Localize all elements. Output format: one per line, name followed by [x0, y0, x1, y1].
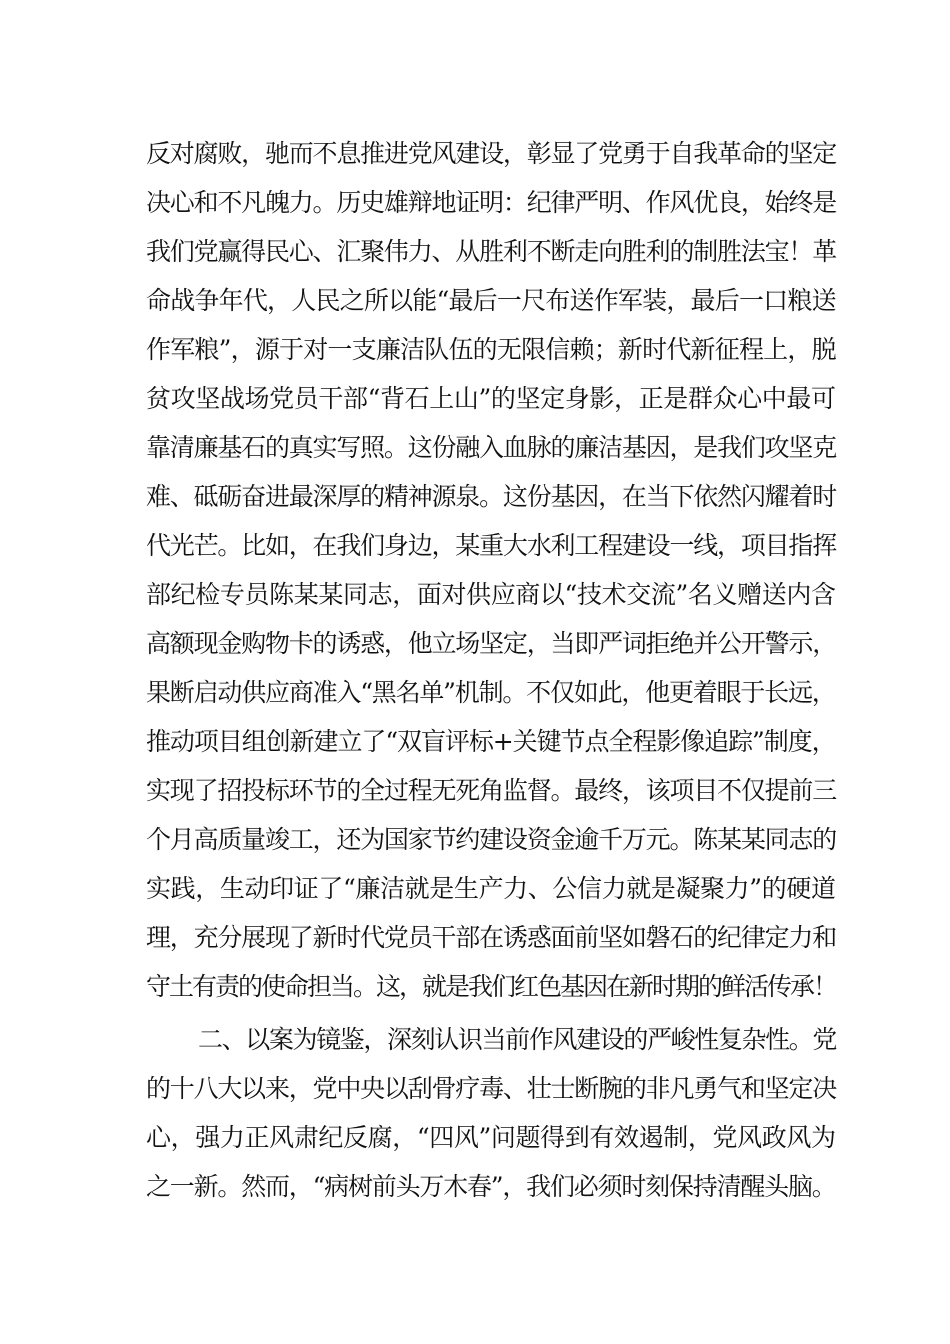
text-line: 我们党赢得民心、汇聚伟力、从胜利不断走向胜利的制胜法宝！革 [146, 237, 837, 266]
text-line: 之一新。然而，“病树前头万木春”，我们必须时刻保持清醒头脑。 [146, 1172, 836, 1201]
text-line: 守土有责的使命担当。这，就是我们红色基因在新时期的鲜活传承！ [146, 972, 837, 1001]
text-line: 反对腐败，驰而不息推进党风建设，彰显了党勇于自我革命的坚定 [146, 139, 837, 168]
text-line: 个月高质量竣工，还为国家节约建设资金逾千万元。陈某某同志的 [146, 825, 837, 854]
text-line: 部纪检专员陈某某同志，面对供应商以“技术交流”名义赠送内含 [146, 580, 836, 609]
text-line: 推动项目组创新建立了“双盲评标+关键节点全程影像追踪”制度， [146, 727, 836, 756]
text-line: 难、砥砺奋进最深厚的精神源泉。这份基因，在当下依然闪耀着时 [146, 482, 837, 511]
text-line: 代光芒。比如，在我们身边，某重大水利工程建设一线，项目指挥 [146, 531, 837, 560]
text-line: 高额现金购物卡的诱惑，他立场坚定，当即严词拒绝并公开警示， [146, 629, 837, 658]
section-heading-line: 二、以案为镜鉴，深刻认识当前作风建设的严峻性复杂性。党 [198, 1025, 837, 1054]
text-line: 决心和不凡魄力。历史雄辩地证明：纪律严明、作风优良，始终是 [146, 188, 837, 217]
text-line: 心，强力正风肃纪反腐，“四风”问题得到有效遏制，党风政风为 [146, 1123, 836, 1152]
text-line: 理，充分展现了新时代党员干部在诱惑面前坚如磐石的纪律定力和 [146, 923, 837, 952]
text-line: 命战争年代，人民之所以能“最后一尺布送作军装，最后一口粮送 [146, 286, 836, 315]
text-line: 靠清廉基石的真实写照。这份融入血脉的廉洁基因，是我们攻坚克 [146, 433, 837, 462]
text-line: 实践，生动印证了“廉洁就是生产力、公信力就是凝聚力”的硬道 [146, 874, 836, 903]
text-line: 作军粮”，源于对一支廉洁队伍的无限信赖；新时代新征程上，脱 [146, 335, 836, 364]
text-line: 实现了招投标环节的全过程无死角监督。最终，该项目不仅提前三 [146, 776, 837, 805]
text-line: 贫攻坚战场党员干部“背石上山”的坚定身影，正是群众心中最可 [146, 384, 836, 413]
text-line: 的十八大以来，党中央以刮骨疗毒、壮士断腕的非凡勇气和坚定决 [146, 1074, 837, 1103]
text-line: 果断启动供应商准入“黑名单”机制。不仅如此，他更着眼于长远， [146, 678, 836, 707]
